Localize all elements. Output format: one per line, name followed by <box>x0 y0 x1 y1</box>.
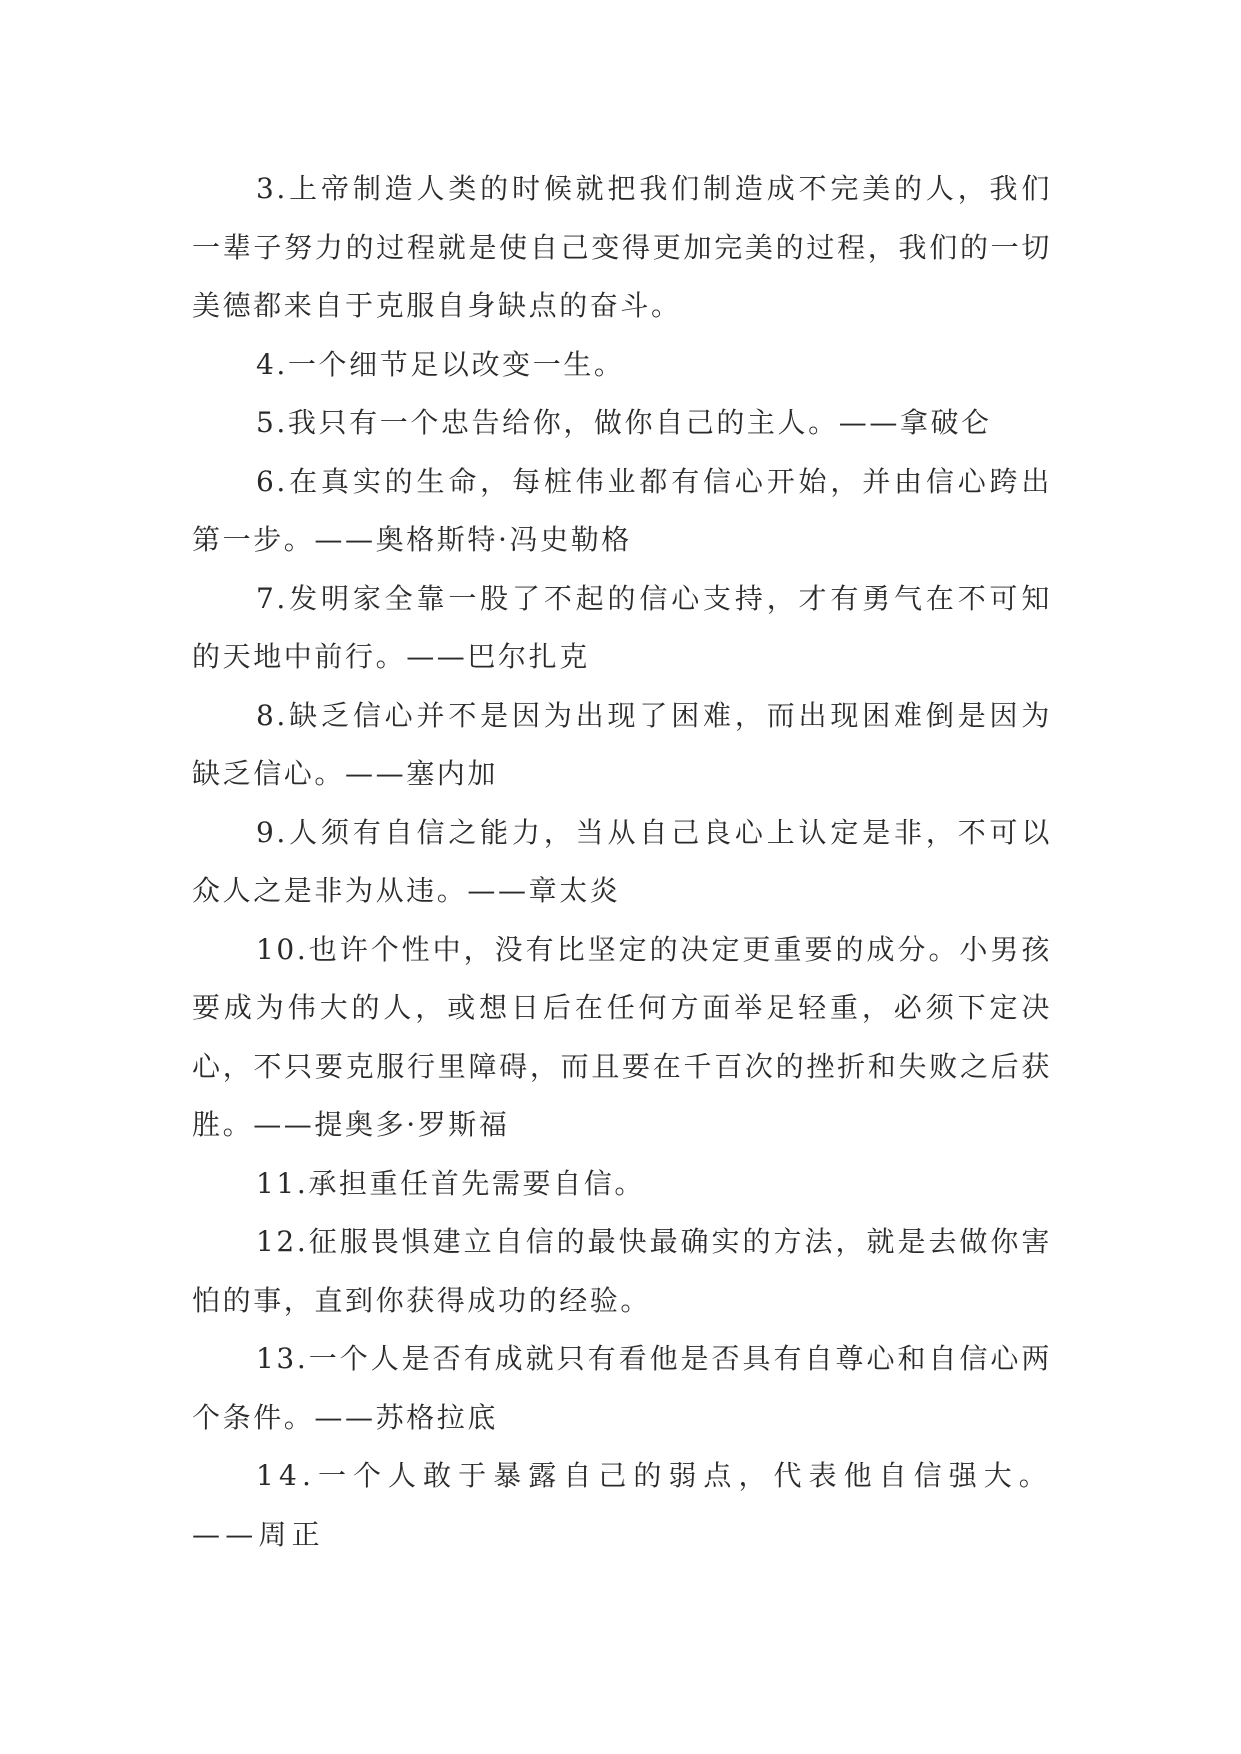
paragraph-quote-12: 12.征服畏惧建立自信的最快最确实的方法，就是去做你害怕的事，直到你获得成功的经验。 <box>192 1225 1052 1317</box>
paragraph-quote-5: 5.我只有一个忠告给你，做你自己的主人。——拿破仑 <box>256 406 992 439</box>
paragraph-quote-10: 10.也许个性中，没有比坚定的决定更重要的成分。小男孩要成为伟大的人，或想日后在任何方面举足轻重，必须下定决心，不只要克服行里障碍，而且要在千百次的挫折和失败之后获胜。——提奥多·罗斯福 <box>192 932 1052 1141</box>
paragraph-quote-11: 11.承担重任首先需要自信。 <box>256 1166 645 1200</box>
paragraph-quote-14: 14.一个人敢于暴露自己的弱点，代表他自信强大。——周正 <box>192 1459 1052 1551</box>
paragraph-quote-9: 9.人须有自信之能力，当从自己良心上认定是非，不可以众人之是非为从违。——章太炎 <box>192 815 1052 907</box>
paragraph-quote-8: 8.缺乏信心并不是因为出现了困难，而出现困难倒是因为缺乏信心。——塞内加 <box>192 698 1052 790</box>
paragraph-quote-7: 7.发明家全靠一股了不起的信心支持，才有勇气在不可知的天地中前行。——巴尔扎克 <box>192 581 1052 673</box>
paragraph-quote-6: 6.在真实的生命，每桩伟业都有信心开始，并由信心跨出第一步。——奥格斯特·冯史勒格 <box>192 464 1052 556</box>
paragraph-quote-4: 4.一个细节足以改变一生。 <box>256 347 625 381</box>
paragraph-quote-13: 13.一个人是否有成就只有看他是否具有自尊心和自信心两个条件。——苏格拉底 <box>192 1342 1052 1434</box>
paragraph-quote-3: 3.上帝制造人类的时候就把我们制造成不完美的人，我们一辈子努力的过程就是使自己变得更加完美的过程，我们的一切美德都来自于克服自身缺点的奋斗。 <box>192 172 1052 322</box>
document-body <box>192 160 1052 1564</box>
